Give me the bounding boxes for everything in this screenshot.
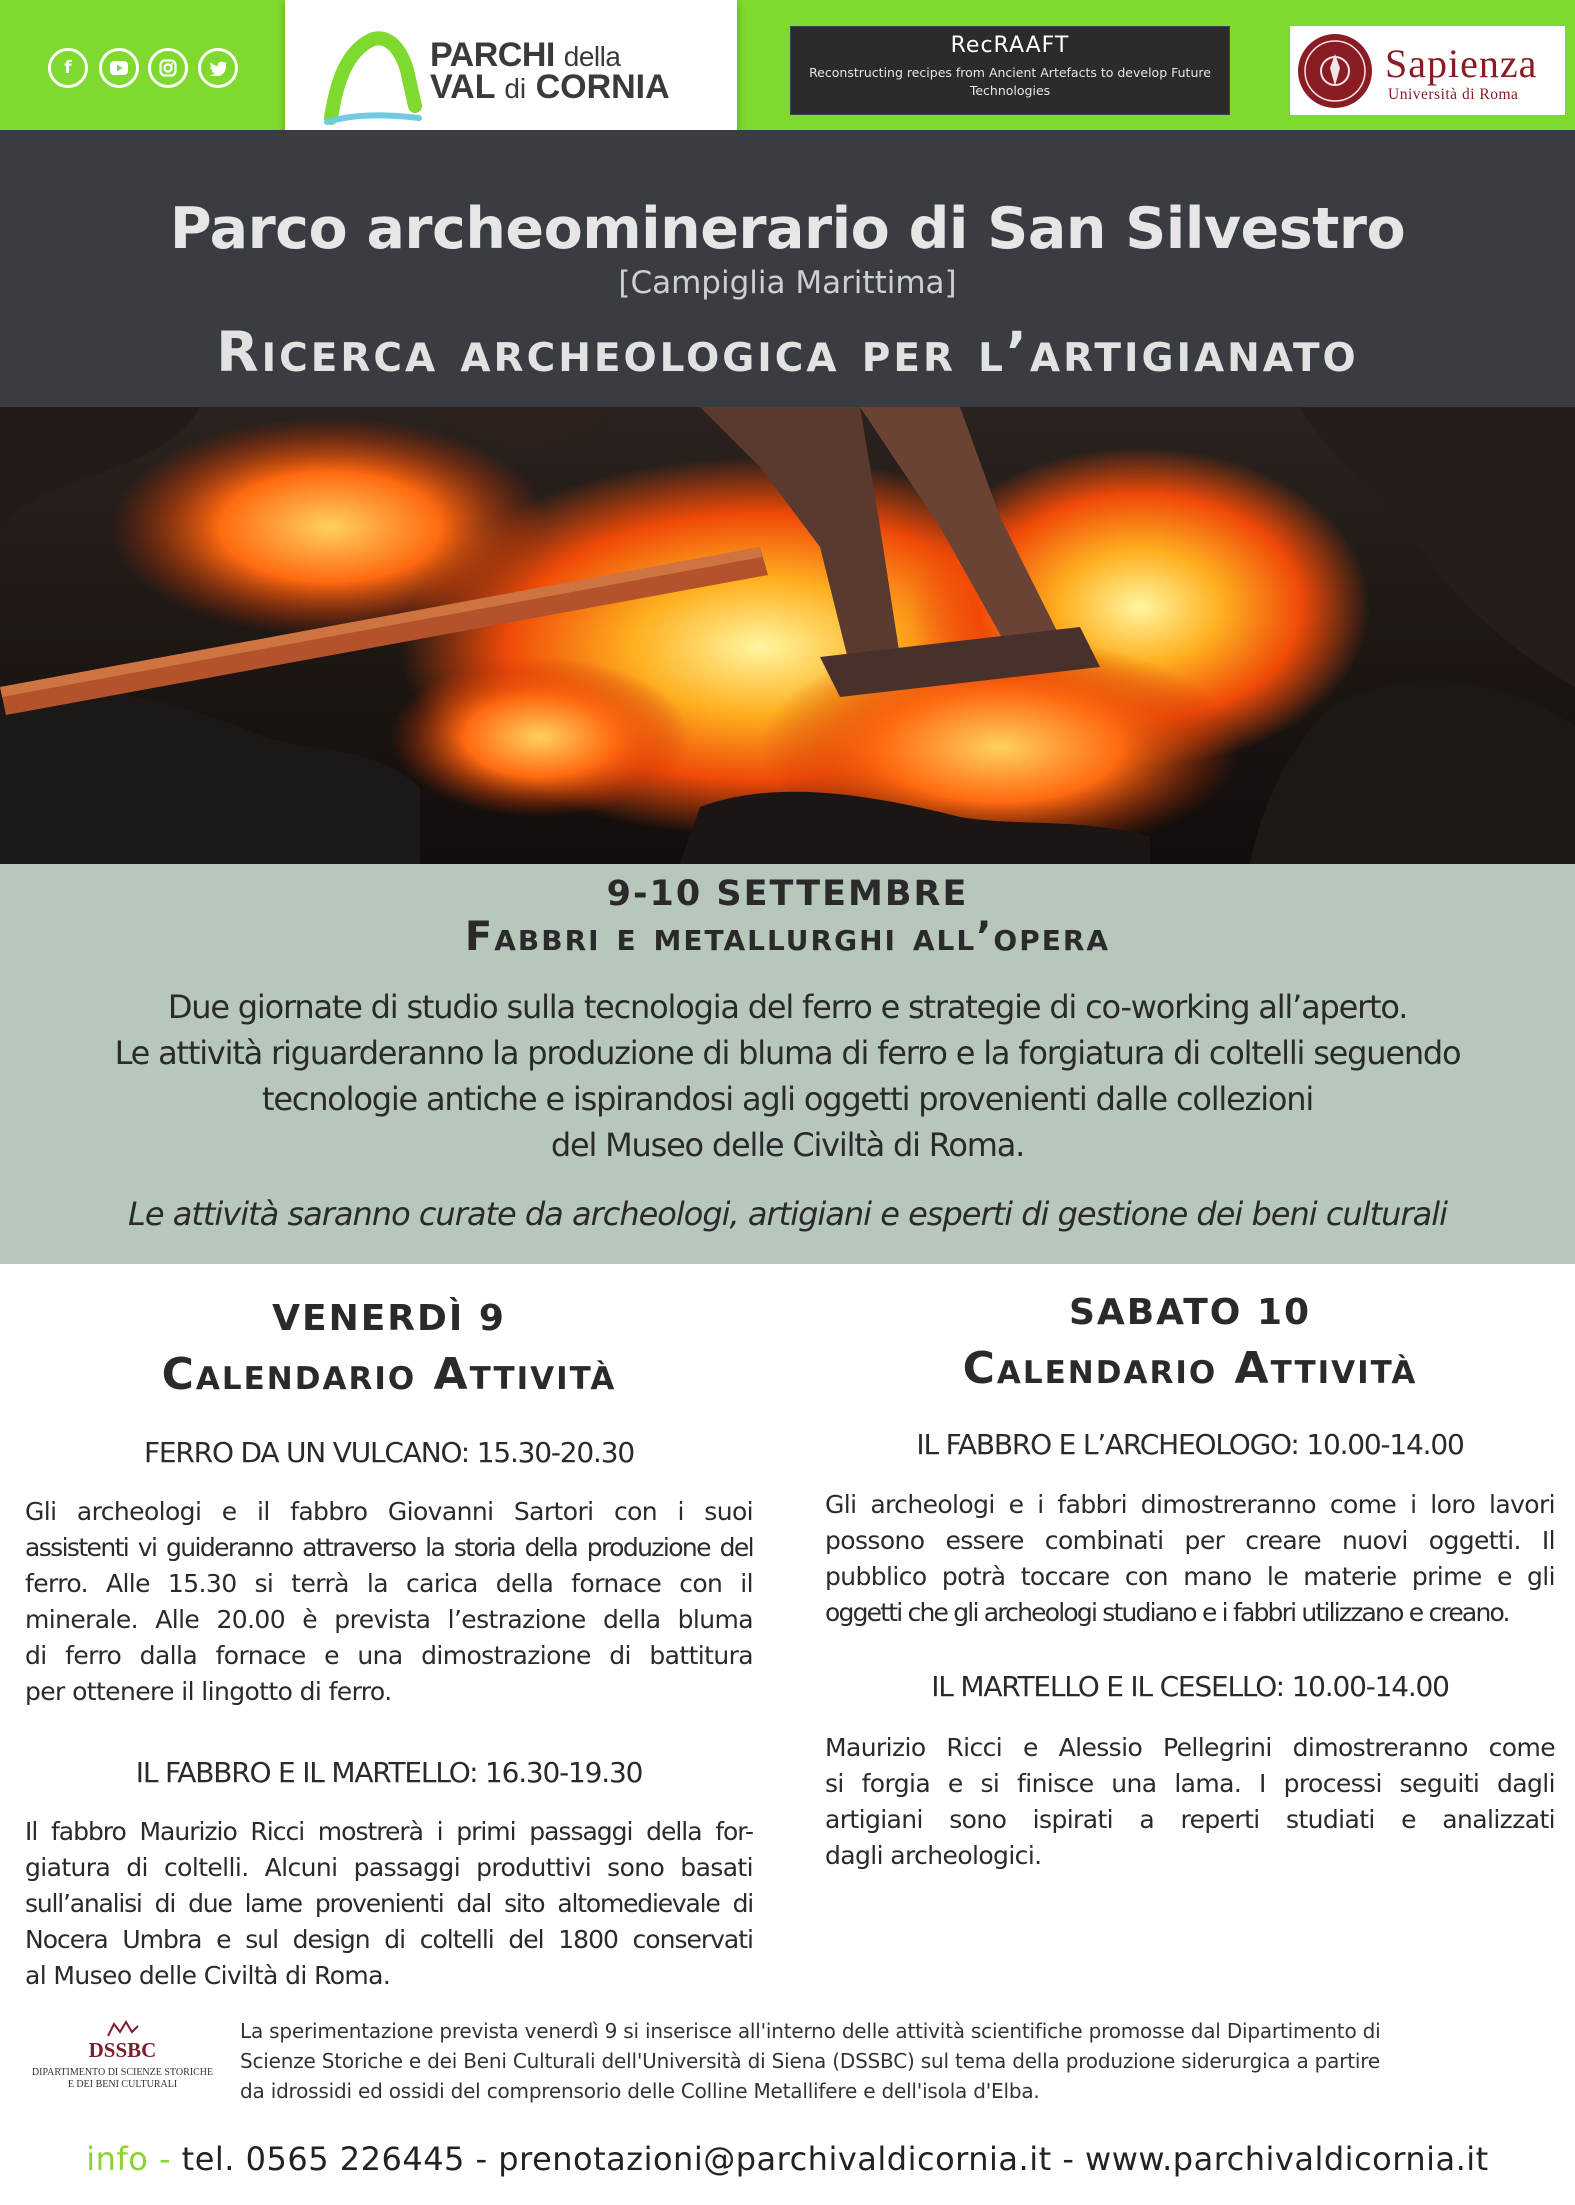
recraaft-title: RecRAAFT [950,33,1070,58]
program-subtitle: Ricerca archeologica per l’artigianato [216,320,1359,384]
logo-line2: VAL di CORNIA [430,68,670,106]
friday-activity2-text: Il fabbro Maurizio Ricci mostrerà i primi passaggi della for- giatura di coltelli. Alcuni passaggi produttivi sono basati sull’analisi di due lame provenienti dal sito altomedievale di Nocera Umbra e sul design di coltelli del 1800 conservati al Museo delle Civiltà di Roma. [25,1817,753,1990]
arch-logo-icon [323,30,423,128]
facebook-icon[interactable]: f [48,48,88,88]
saturday-activity2-text: Maurizio Ricci e Alessio Pellegrini dimostreranno come si forgia e si finisce una lama. I processi seguiti dagli artigiani sono ispirati a reperti studiati e analizzati dagli archeologici. [825,1733,1555,1870]
friday-heading [20,1298,758,1400]
forge-photo [0,407,1575,864]
event-description: Due giornate di studio sulla tecnologia del ferro e strategie di co-working all’aperto. Le attività riguarderanno la produzione di bluma di ferro e la forgiatura di coltelli seguendo tecnologie antiche e ispirandosi agli oggetti provenienti dalle collezioni del Museo delle Civiltà di Roma. [114,988,1461,1164]
sapienza-subtitle: Università di Roma [1388,86,1519,103]
dssbc-badge: DSSBC [88,2038,157,2062]
saturday-calendar-title: Calendario Attività [962,1343,1418,1394]
friday-calendar-title: Calendario Attività [161,1349,617,1400]
recraaft-logo[interactable] [790,26,1230,115]
recraaft-subtitle: Reconstructing recipes from Ancient Artefacts to develop Future Technologies [809,65,1211,98]
youtube-icon[interactable] [99,48,139,88]
friday-activity1-text: Gli archeologi e il fabbro Giovanni Sartori con i suoi assistenti vi guideranno attraverso la storia della produzione del ferro. Alle 15.30 si terrà la carica della fornace con il minerale. Alle 20.00 è prevista l’estrazione della bluma di ferro dalla fornace e una dimostrazione di battitura per ottenere il lingotto di ferro. [25,1497,753,1706]
saturday-heading [820,1292,1560,1394]
saturday-activity1-title: IL FABBRO E L’ARCHEOLOGO: 10.00-14.00 [916,1428,1464,1461]
title-block [0,130,1575,407]
saturday-day: SABATO 10 [1068,1292,1312,1333]
contact-details[interactable]: tel. 0565 226445 - prenotazioni@parchivaldicornia.it - www.parchivaldicornia.it [181,2140,1489,2178]
logo-line1: PARCHI della [430,36,621,74]
instagram-icon[interactable] [148,48,188,88]
park-title: Parco archeominerario di San Silvestro [169,196,1406,262]
contact-info [0,2140,1575,2178]
event-dates: 9-10 SETTEMBRE [606,874,969,914]
dssbc-logo[interactable] [25,2020,220,2095]
event-info-block [0,864,1575,1264]
curated-by-note: Le attività saranno curate da archeologi, artigiani e esperti di gestione dei beni culturali [128,1195,1447,1233]
friday-activity1-title: FERRO DA UN VULCANO: 15.30-20.30 [144,1436,634,1469]
info-label: info - [86,2140,182,2178]
friday-activity2-title: IL FABBRO E IL MARTELLO: 16.30-19.30 [135,1756,643,1789]
friday-day: VENERDÌ 9 [272,1298,506,1339]
twitter-icon[interactable] [198,48,238,88]
sapienza-seal-icon [1296,32,1374,110]
dssbc-note: La sperimentazione prevista venerdì 9 si inserisce all'interno delle attività scientifiche promosse dal Dipartimento di Scienze Storiche e dei Beni Culturali dell'Università di Siena (DSSBC) sul tema della produzione siderurgica a partire da idrossidi ed ossidi del comprensorio delle Colline Metallifere e dell'isola d'Elba. [240,2019,1381,2103]
dssbc-crest-icon [106,2020,140,2038]
park-location: [Campiglia Marittima] [618,265,957,301]
event-title: Fabbri e metallurghi all’opera [464,914,1111,960]
saturday-activity2-title: IL MARTELLO E IL CESELLO: 10.00-14.00 [931,1670,1449,1703]
dssbc-subtitle: DIPARTIMENTO DI SCIENZE STORICHE E DEI BENI CULTURALI [31,2067,214,2090]
sapienza-logo[interactable] [1290,26,1565,115]
saturday-activity1-text: Gli archeologi e i fabbri dimostreranno come i loro lavori possono essere combinati per creare nuovi oggetti. Il pubblico potrà toccare con mano le materie prime e gli oggetti che gli archeologi studiano e i fabbri utilizzano e creano. [825,1490,1555,1627]
sapienza-name: Sapienza [1385,41,1538,86]
